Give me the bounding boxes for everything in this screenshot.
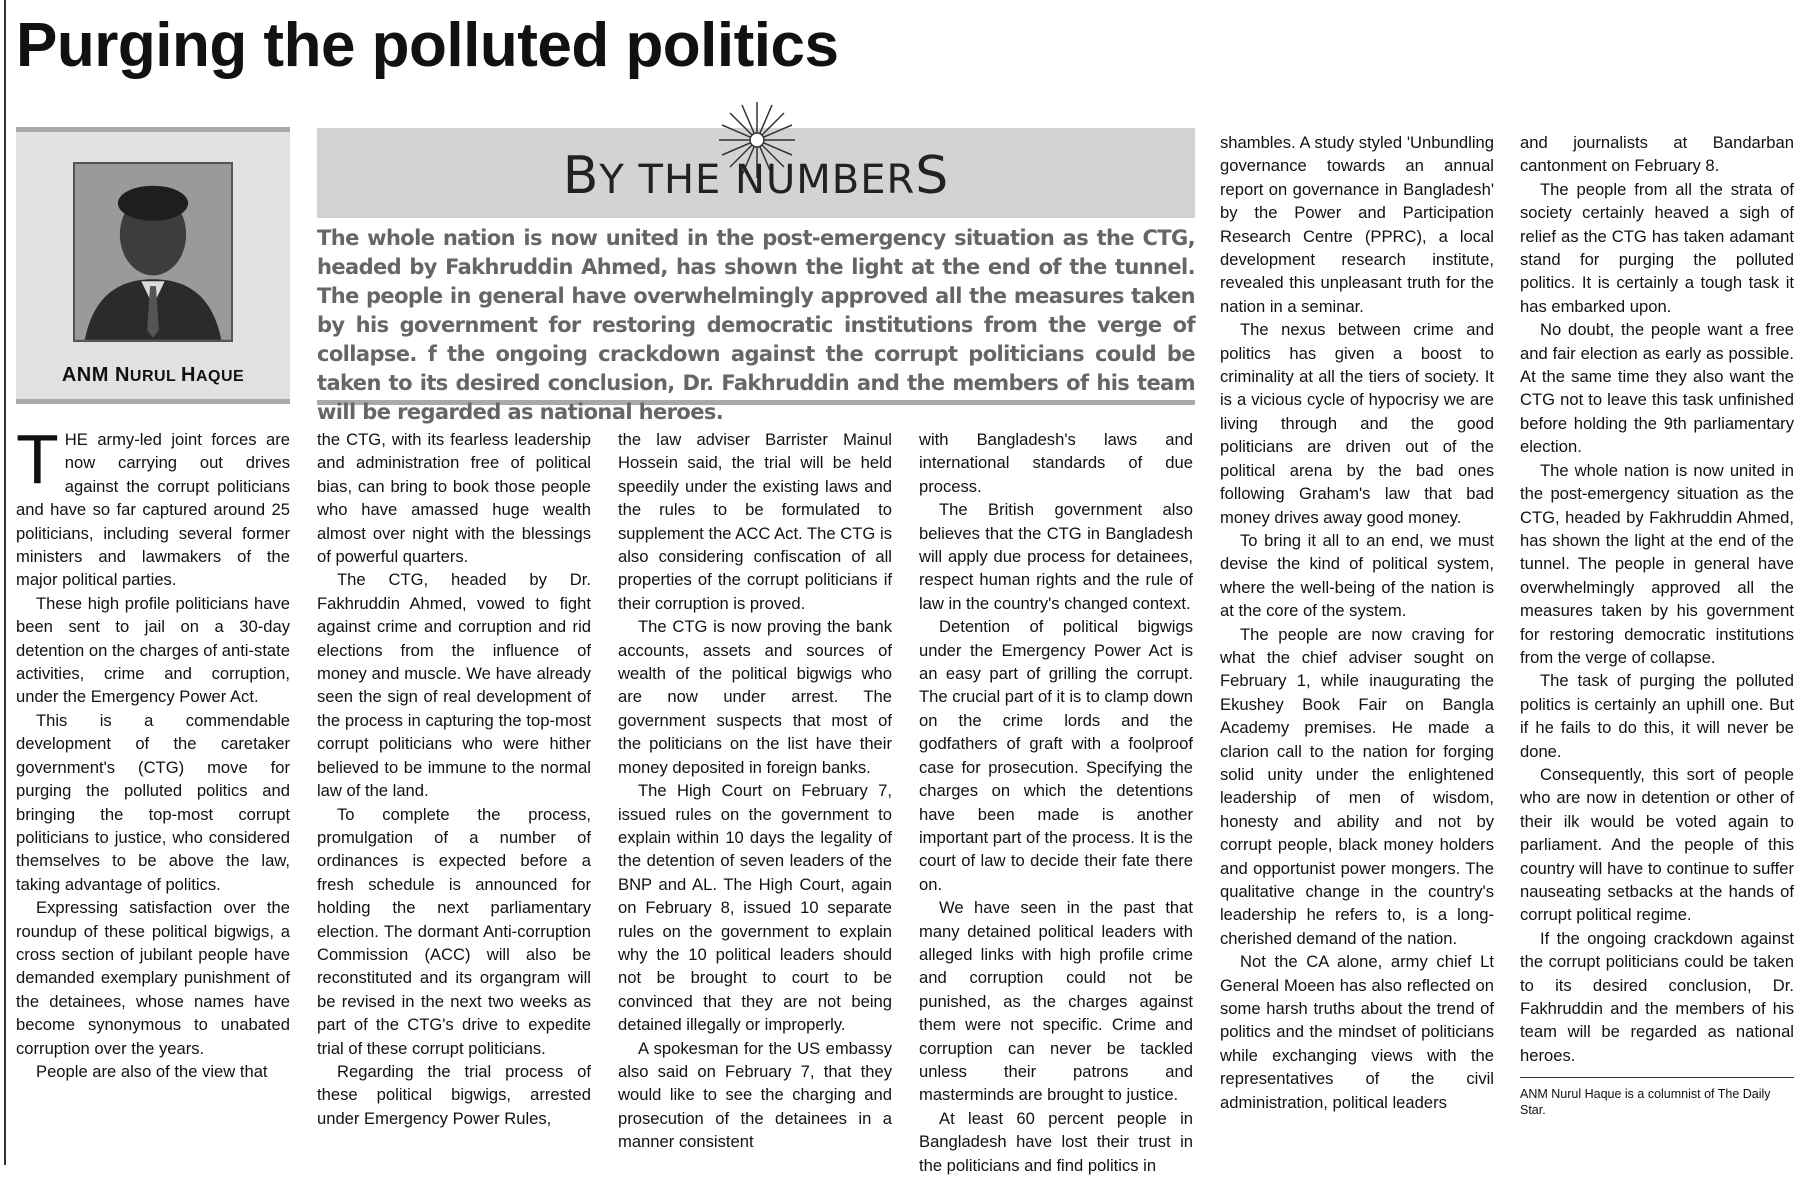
by-the-numbers-title [317,146,1195,206]
author-name-n-rest: URUL [129,368,181,385]
col4-paragraph-1: with Bangladesh's laws and international standards of due process. [919,430,1193,496]
article-column-1 [16,420,290,1083]
by-the-numbers-title-y: Y THE [599,157,736,203]
col4-paragraph-3: Detention of political bigwigs under the Emergency Power Act is an easy part of grilling the corrupt. The crucial part of it is to clamp down on the crime lords and the godfathers of graft with a foolproof case for prosecution. Specifying the charges on which the detentions have been made is another important part of the process. It is the court of law to decide their fate there on. [919,617,1193,894]
col6-paragraph-3: No doubt, the people want a free and fair election as early as possible. At the same time they also want the CTG not to leave this task unfinished before holding the 9th parliamentary election. [1520,320,1794,457]
col5-paragraph-5: Not the CA alone, army chief Lt General Moeen has also reflected on some harsh truths about the trend of politics and the mindset of politicians while exchanging views with the representatives of the civil administration, political leaders [1220,952,1494,1112]
page-left-rule [4,0,6,1165]
col4-paragraph-5: At least 60 percent people in Bangladesh have lost their trust in the politicians and find politics in [919,1108,1193,1175]
col4-paragraph-2: The British government also believes that the CTG in Bangladesh will apply due process for detainees, respect human rights and the rule of law in the country's changed context. [919,500,1193,613]
col5-paragraph-2: The nexus between crime and politics has given a boost to criminality at all the tiers of society. It is a vicious cycle of hypocrisy we are living through and the good politicians are driven out of the political arena by the bad ones following Graham's law that bad money drives away good money. [1220,320,1494,527]
col2-paragraph-1: the CTG, with its fearless leadership and administration free of political bias, can bring to book those people who have amassed huge wealth almost over night with the blessings of powerful quarters. [317,430,591,567]
col6-paragraph-1: and journalists at Bandarban cantonment on February 8. [1520,133,1794,176]
col2-paragraph-2: The CTG, headed by Dr. Fakhruddin Ahmed, vowed to fight against crime and corruption and rid elections from the influence of money and muscle. We have already seen the sign of real development of the process in capturing the top-most corrupt politicians who were hither believed to be immune to the normal law of the land. [317,570,591,801]
by-the-numbers-title-numbers: NUMBER [735,157,916,203]
col6-paragraph-4: The whole nation is now united in the post-emergency situation as the CTG, headed by Fakhruddin Ahmed, has shown the light at the end of the tunnel. The people in general have overwhelmingly approved all the measures taken by his government for restoring democratic institutions from the verge of collapse. [1520,460,1794,667]
col1-paragraph-3: This is a commendable development of the caretaker government's (CTG) move for purging the polluted politics and bringing the top-most corrupt politicians to justice, who considered themselves to be above the law, taking advantage of politics. [16,710,290,894]
headline: Purging the polluted politics [16,11,839,80]
col3-paragraph-2: The CTG is now proving the bank accounts, assets and sources of wealth of the political bigwigs who are now under arrest. The government suspects that most of the politicians on the list have their money deposited in foreign banks. [618,617,892,777]
col2-paragraph-4: Regarding the trial process of these political bigwigs, arrested under Emergency Power Rules, [317,1061,591,1128]
by-the-numbers-box [317,100,1195,424]
dropcap: T [16,420,59,498]
author-portrait-image [75,164,231,340]
col3-paragraph-1: the law adviser Barrister Mainul Hossein said, the trial will be held speedily under the existing laws and the rules to be formulated to supplement the ACC Act. The CTG is also considering confiscation of all properties of the corrupt politicians if their corruption is proved. [618,430,892,613]
author-name-n: N [114,364,130,386]
col6-paragraph-2: The people from all the strata of society certainly heaved a sigh of relief as the CTG has taken adamant stand for purging the polluted politics. It is certainly a tough task it has embarked upon. [1520,179,1794,316]
article-column-4 [919,428,1193,1177]
col1-paragraph-1-text: HE army-led joint forces are now carrying out drives against the corrupt politicians and have so far captured around 25 politicians, including several former ministers and lawmakers of the major political parties. [16,430,290,590]
col4-paragraph-4: We have seen in the past that many detained political leaders with alleged links with high profile crime and corruption could not be punished, as the charges against them were not specific. Crime and corruption can never be tackled unless their patrons and masterminds are brought to justice. [919,898,1193,1105]
col6-paragraph-7: If the ongoing crackdown against the corrupt politicians could be taken to its desired conclusion, Dr. Fakhruddin and the members of his team will be regarded as national heroes. [1520,928,1794,1065]
article-column-3 [618,428,892,1154]
col5-paragraph-1: shambles. A study styled 'Unbundling governance towards an annual report on governance in Bangladesh' by the Power and Participation Research Centre (PPRC), a local development research institute, revealed this unpleasant truth for the nation in a seminar. [1220,133,1494,316]
col3-paragraph-4: A spokesman for the US embassy also said on February 7, that they would like to see the charging and prosecution of the detainees in a manner consistent [618,1038,892,1152]
col1-paragraph-2: These high profile politicians have been sent to jail on a 30-day detention on the charges of anti-state activities, crime and corruption, under the Emergency Power Act. [16,593,290,707]
author-box [16,127,290,404]
col1-paragraph-4: Expressing satisfaction over the roundup of these political bigwigs, a cross section of jubilant people have demanded exemplary punishment of the detainees, whose names have become synonymous to unabated corruption over the years. [16,898,290,1058]
by-the-numbers-title-s: S [915,146,950,206]
col2-paragraph-3: To complete the process, promulgation of a number of ordinances is expected before a fresh schedule is announced for holding the next parliamentary election. The dormant Anti-corruption Commission (ACC) will also be reconstituted and its organgram will be revised in the next two weeks as part of the CTG's drive to expedite trial of these corrupt politicians. [317,804,591,1058]
author-photo [73,162,233,342]
article-column-2 [317,428,591,1130]
author-name [16,364,290,387]
bio-divider [1520,1077,1794,1078]
col6-paragraph-5: The task of purging the polluted politics is certainly an uphill one. But if he fails to do this, it will never be done. [1520,671,1794,761]
author-bio: ANM Nurul Haque is a columnist of The Daily Star. [1520,1087,1771,1118]
col1-paragraph-1 [16,420,290,592]
article-column-6 [1520,131,1794,1118]
col3-paragraph-3: The High Court on February 7, issued rules on the government to explain within 10 days the legality of the detention of seven leaders of the BNP and AL. The High Court, again on February 8, issued 10 separate rules on the government to explain why the 10 political leaders should not be brought to court to be convinced that they are not being detained illegally or improperly. [618,781,892,1035]
col5-paragraph-3: To bring it all to an end, we must devise the kind of political system, where the well-being of the nation is at the core of the system. [1220,530,1494,621]
col1-paragraph-5: People are also of the view that [36,1061,268,1081]
by-the-numbers-title-b: B [562,146,600,206]
author-name-first: ANM [61,364,115,386]
article-column-5 [1220,131,1494,1114]
by-the-numbers-text: The whole nation is now united in the post-emergency situation as the CTG, headed by Fakhruddin Ahmed, has shown the light at the end of the tunnel. The people in general have overwhelmingly approved all the measures taken by his government for restoring democratic institutions from the verge of collapse. f the ongoing crackdown against the corrupt politicians could be taken to its desired conclusion, Dr. Fakhruddin and the members of his team will be regarded as national heroes. [317,226,1195,424]
col5-paragraph-4: The people are now craving for what the chief adviser sought on February 1, while inaugurating the Ekushey Book Fair on Bangla Academy premises. He made a clarion call to the nation for forging solid unity under the enlightened leadership of men of wisdom, honesty and ability and not by corrupt people, black money holders and opportunist power mongers. The qualitative change in the country's leadership he refers to, is a long-cherished demand of the nation. [1220,624,1494,948]
author-name-h-rest: AQUE [195,368,245,385]
col6-paragraph-6: Consequently, this sort of people who are now in detention or other of their ilk would be voted again to parliament. And the people of this country will have to continue to suffer nauseating setbacks at the hands of corrupt political regime. [1520,764,1794,925]
author-name-h: H [180,364,196,386]
